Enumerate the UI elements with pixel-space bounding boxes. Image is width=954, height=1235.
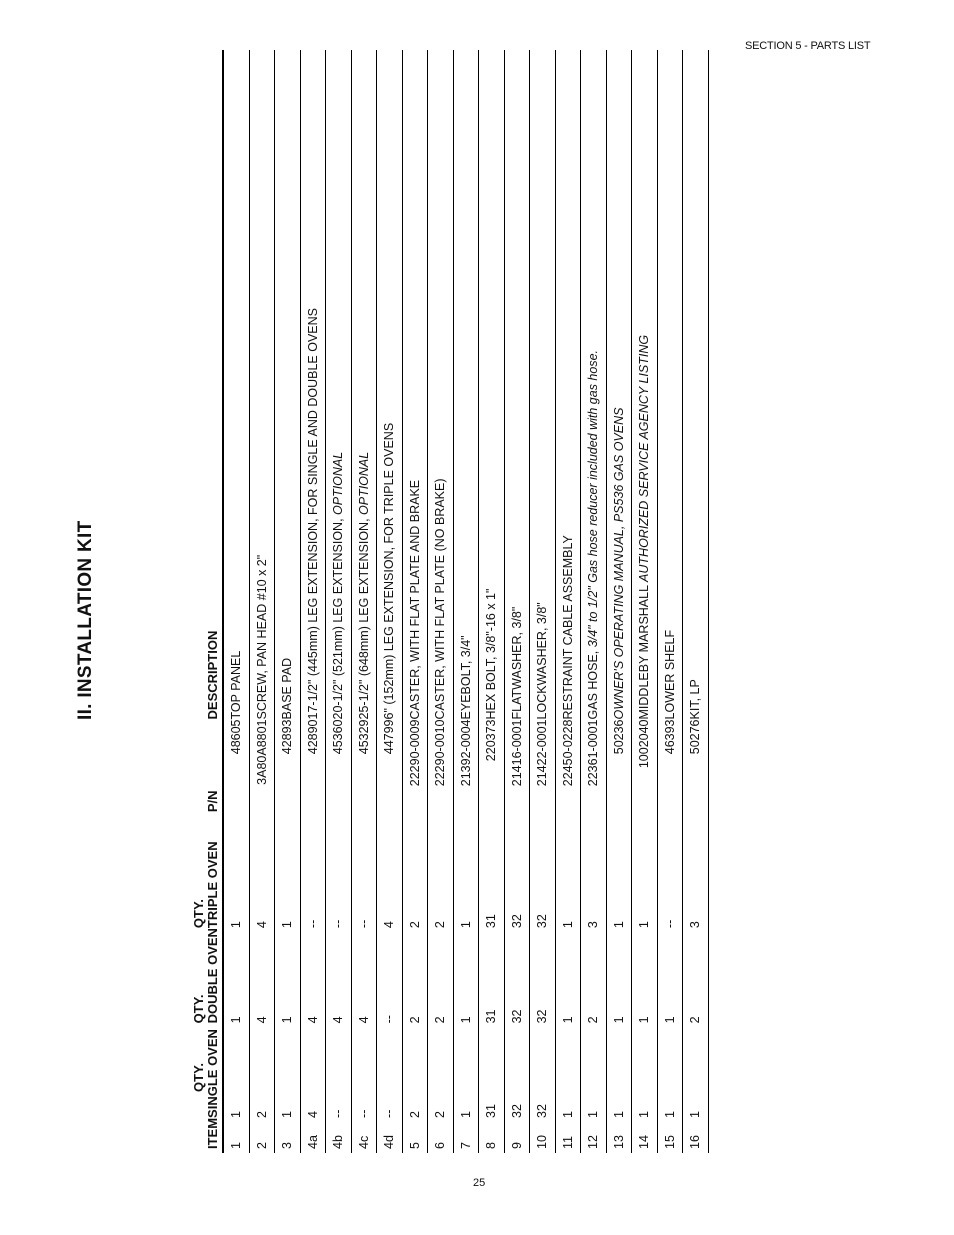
qty-triple-cell: 2 bbox=[402, 840, 428, 928]
column-header-description: DESCRIPTION bbox=[192, 50, 223, 719]
qty-double-cell: 4 bbox=[351, 928, 377, 1023]
description-cell bbox=[402, 50, 428, 719]
description-cell bbox=[683, 50, 709, 719]
description-cell bbox=[479, 50, 505, 719]
item-cell: 1 bbox=[223, 1118, 249, 1153]
qty-double-cell: 2 bbox=[402, 928, 428, 1023]
item-cell: 12 bbox=[581, 1118, 607, 1153]
qty-single-cell: 2 bbox=[402, 1023, 428, 1118]
qty-single-cell: 32 bbox=[504, 1023, 530, 1118]
table-row bbox=[249, 50, 275, 1153]
rotated-content bbox=[55, 50, 703, 1180]
qty-single-cell: -- bbox=[351, 1023, 377, 1118]
description-text: LOCKWASHER, 3/8" bbox=[535, 602, 550, 720]
description-text: BASE PAD bbox=[280, 657, 295, 720]
qty-single-cell: -- bbox=[326, 1023, 352, 1118]
pn-cell: 42890 bbox=[300, 719, 326, 840]
qty-triple-cell: 2 bbox=[428, 840, 454, 928]
qty-double-cell: 1 bbox=[606, 928, 632, 1023]
table-row bbox=[351, 50, 377, 1153]
item-cell: 15 bbox=[657, 1118, 683, 1153]
item-cell: 4d bbox=[377, 1118, 403, 1153]
description-cell bbox=[555, 50, 581, 719]
description-text: MIDDLEBY MARSHALL bbox=[637, 581, 652, 720]
description-text: RESTRAINT CABLE ASSEMBLY bbox=[560, 535, 575, 720]
pn-cell: 46393 bbox=[657, 719, 683, 840]
qty-double-cell: 2 bbox=[683, 928, 709, 1023]
qty-single-cell: -- bbox=[377, 1023, 403, 1118]
description-cell bbox=[606, 50, 632, 719]
description-text: LOWER SHELF bbox=[662, 629, 677, 720]
item-cell: 13 bbox=[606, 1118, 632, 1153]
pn-cell: 1002040 bbox=[632, 719, 658, 840]
qty-single-cell: 1 bbox=[555, 1023, 581, 1118]
table-row bbox=[453, 50, 479, 1153]
table-row bbox=[377, 50, 403, 1153]
column-header-pn: P/N bbox=[192, 719, 223, 840]
pn-cell: 48605 bbox=[223, 719, 249, 840]
table-row bbox=[683, 50, 709, 1153]
pn-cell: 21416-0001 bbox=[504, 719, 530, 840]
table-row bbox=[555, 50, 581, 1153]
qty-single-cell: 2 bbox=[428, 1023, 454, 1118]
qty-triple-cell: 1 bbox=[606, 840, 632, 928]
qty-double-cell: -- bbox=[377, 928, 403, 1023]
qty-triple-cell: -- bbox=[657, 840, 683, 928]
description-italic-text: OWNER'S OPERATING MANUAL, PS536 GAS OVENS bbox=[611, 407, 626, 720]
table-row bbox=[581, 50, 607, 1153]
item-cell: 4b bbox=[326, 1118, 352, 1153]
qty-double-cell: 2 bbox=[581, 928, 607, 1023]
table-row bbox=[504, 50, 530, 1153]
table-row bbox=[326, 50, 352, 1153]
qty-double-cell: 32 bbox=[530, 928, 556, 1023]
description-text: 17-1/2" (445mm) LEG EXTENSION, FOR SINGLE AND DOUBLE OVENS bbox=[305, 307, 320, 720]
pn-cell: 3A80A8801 bbox=[249, 719, 275, 840]
item-cell: 4a bbox=[300, 1118, 326, 1153]
parts-table bbox=[192, 50, 709, 1153]
item-cell: 3 bbox=[275, 1118, 301, 1153]
qty-single-cell: 2 bbox=[249, 1023, 275, 1118]
qty-triple-cell: 32 bbox=[504, 840, 530, 928]
table-row bbox=[428, 50, 454, 1153]
pn-cell: 44799 bbox=[377, 719, 403, 840]
item-cell: 4c bbox=[351, 1118, 377, 1153]
pn-cell: 45360 bbox=[326, 719, 352, 840]
qty-double-cell: 1 bbox=[275, 928, 301, 1023]
qty-triple-cell: 4 bbox=[249, 840, 275, 928]
table-row bbox=[223, 50, 249, 1153]
qty-triple-cell: 4 bbox=[377, 840, 403, 928]
qty-double-cell: 2 bbox=[428, 928, 454, 1023]
pn-cell: 220373 bbox=[479, 719, 505, 840]
item-cell: 14 bbox=[632, 1118, 658, 1153]
qty-triple-cell: 1 bbox=[555, 840, 581, 928]
table-row bbox=[402, 50, 428, 1153]
qty-single-cell: 31 bbox=[479, 1023, 505, 1118]
qty-single-cell: 1 bbox=[606, 1023, 632, 1118]
qty-single-cell: 1 bbox=[223, 1023, 249, 1118]
qty-triple-cell: -- bbox=[351, 840, 377, 928]
pn-cell: 50276 bbox=[683, 719, 709, 840]
description-text: TOP PANEL bbox=[229, 650, 244, 720]
description-cell bbox=[249, 50, 275, 719]
description-cell bbox=[581, 50, 607, 719]
item-cell: 11 bbox=[555, 1118, 581, 1153]
qty-double-cell: 1 bbox=[453, 928, 479, 1023]
description-cell bbox=[351, 50, 377, 719]
table-row bbox=[479, 50, 505, 1153]
column-header-item: ITEM bbox=[192, 1118, 223, 1153]
description-text: EYEBOLT, 3/4" bbox=[458, 635, 473, 720]
description-text: CASTER, WITH FLAT PLATE (NO BRAKE) bbox=[433, 478, 448, 720]
qty-single-cell: 1 bbox=[453, 1023, 479, 1118]
description-italic-text: OPTIONAL bbox=[356, 451, 371, 515]
table-row bbox=[300, 50, 326, 1153]
description-cell bbox=[453, 50, 479, 719]
description-text: 25-1/2" (648mm) LEG EXTENSION, bbox=[356, 514, 371, 720]
qty-single-cell: 1 bbox=[275, 1023, 301, 1118]
pn-cell: 45329 bbox=[351, 719, 377, 840]
qty-triple-cell: 32 bbox=[530, 840, 556, 928]
description-cell bbox=[275, 50, 301, 719]
description-cell bbox=[428, 50, 454, 719]
qty-double-cell: 1 bbox=[555, 928, 581, 1023]
qty-triple-cell: -- bbox=[326, 840, 352, 928]
pn-cell: 22290-0009 bbox=[402, 719, 428, 840]
column-header-qty-double: QTY. DOUBLE OVEN bbox=[192, 928, 223, 1023]
qty-triple-cell: 1 bbox=[632, 840, 658, 928]
description-cell bbox=[300, 50, 326, 719]
item-cell: 9 bbox=[504, 1118, 530, 1153]
qty-triple-cell: 31 bbox=[479, 840, 505, 928]
pn-cell: 42893 bbox=[275, 719, 301, 840]
qty-double-cell: 32 bbox=[504, 928, 530, 1023]
table-row bbox=[632, 50, 658, 1153]
qty-triple-cell: 1 bbox=[453, 840, 479, 928]
qty-double-cell: 1 bbox=[223, 928, 249, 1023]
description-cell bbox=[326, 50, 352, 719]
table-row bbox=[657, 50, 683, 1153]
pn-cell: 22361-0001 bbox=[581, 719, 607, 840]
qty-double-cell: 1 bbox=[657, 928, 683, 1023]
item-cell: 7 bbox=[453, 1118, 479, 1153]
qty-triple-cell: -- bbox=[300, 840, 326, 928]
description-text: KIT, LP bbox=[688, 679, 703, 720]
description-text: CASTER, WITH FLAT PLATE AND BRAKE bbox=[407, 479, 422, 720]
qty-single-cell: 32 bbox=[530, 1023, 556, 1118]
section-header: SECTION 5 - PARTS LIST bbox=[745, 40, 871, 52]
description-cell bbox=[632, 50, 658, 719]
description-text: FLATWASHER, 3/8" bbox=[509, 606, 524, 720]
qty-single-cell: 1 bbox=[683, 1023, 709, 1118]
table-row bbox=[275, 50, 301, 1153]
item-cell: 2 bbox=[249, 1118, 275, 1153]
item-cell: 16 bbox=[683, 1118, 709, 1153]
description-text: HEX BOLT, 3/8"-16 x 1" bbox=[484, 588, 499, 720]
qty-single-cell: 4 bbox=[300, 1023, 326, 1118]
description-cell bbox=[657, 50, 683, 719]
item-cell: 10 bbox=[530, 1118, 556, 1153]
description-text: 20-1/2" (521mm) LEG EXTENSION, bbox=[331, 514, 346, 720]
description-italic-text: AUTHORIZED SERVICE AGENCY LISTING bbox=[637, 334, 652, 582]
table-row bbox=[606, 50, 632, 1153]
pn-cell: 21392-0004 bbox=[453, 719, 479, 840]
description-italic-text: 3/4" to 1/2" Gas hose reducer included with gas hose. bbox=[586, 349, 601, 648]
qty-double-cell: 4 bbox=[326, 928, 352, 1023]
qty-single-cell: 1 bbox=[632, 1023, 658, 1118]
description-italic-text: OPTIONAL bbox=[331, 451, 346, 515]
description-text: GAS HOSE, bbox=[586, 647, 601, 720]
description-cell bbox=[504, 50, 530, 719]
qty-single-cell: 1 bbox=[657, 1023, 683, 1118]
table-header-row bbox=[192, 50, 223, 1153]
description-text: SCREW, PAN HEAD #10 x 2" bbox=[254, 554, 269, 720]
qty-triple-cell: 3 bbox=[683, 840, 709, 928]
qty-triple-cell: 3 bbox=[581, 840, 607, 928]
qty-double-cell: 1 bbox=[632, 928, 658, 1023]
page-number: 25 bbox=[473, 1177, 486, 1189]
qty-triple-cell: 1 bbox=[223, 840, 249, 928]
item-cell: 6 bbox=[428, 1118, 454, 1153]
qty-double-cell: 4 bbox=[249, 928, 275, 1023]
pn-cell: 21422-0001 bbox=[530, 719, 556, 840]
description-cell bbox=[223, 50, 249, 719]
description-cell bbox=[530, 50, 556, 719]
qty-triple-cell: 1 bbox=[275, 840, 301, 928]
qty-double-cell: 31 bbox=[479, 928, 505, 1023]
description-cell bbox=[377, 50, 403, 719]
table-row bbox=[530, 50, 556, 1153]
qty-single-cell: 1 bbox=[581, 1023, 607, 1118]
item-cell: 8 bbox=[479, 1118, 505, 1153]
pn-cell: 22290-0010 bbox=[428, 719, 454, 840]
column-header-qty-triple: QTY. TRIPLE OVEN bbox=[192, 840, 223, 928]
item-cell: 5 bbox=[402, 1118, 428, 1153]
column-header-qty-single: QTY. SINGLE OVEN bbox=[192, 1023, 223, 1118]
pn-cell: 50236 bbox=[606, 719, 632, 840]
pn-cell: 22450-0228 bbox=[555, 719, 581, 840]
qty-double-cell: 4 bbox=[300, 928, 326, 1023]
page-title: II. INSTALLATION KIT bbox=[75, 520, 96, 720]
description-text: 6" (152mm) LEG EXTENSION, FOR TRIPLE OVENS bbox=[382, 422, 397, 720]
